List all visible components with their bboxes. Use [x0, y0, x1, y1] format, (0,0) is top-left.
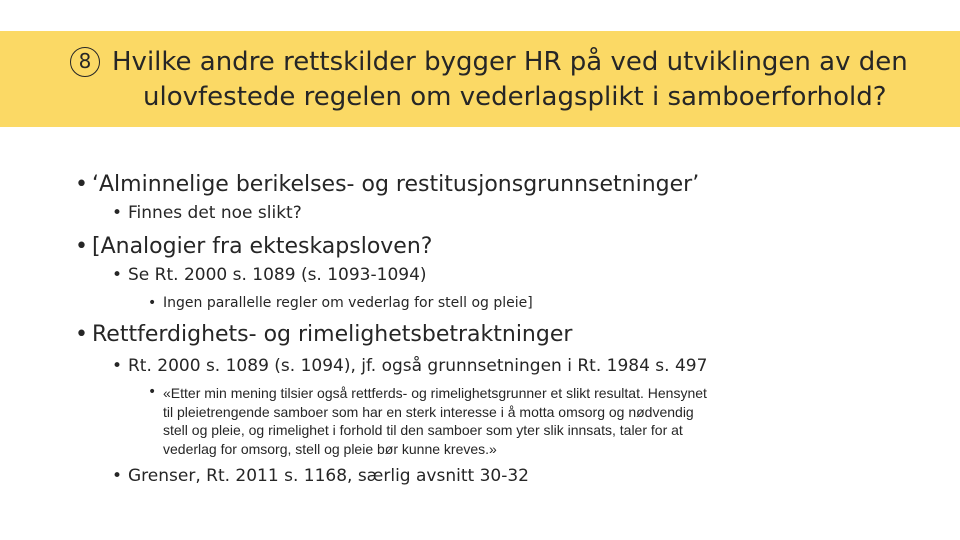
bullet-dot: •: [75, 322, 88, 347]
title-number-circle: 8: [70, 47, 100, 77]
court-quote: [163, 384, 903, 458]
bullet-item-5: [148, 295, 533, 312]
bullet-dot: •: [75, 172, 88, 197]
bullet-item-6: [75, 322, 573, 348]
bullet-text: Grenser, Rt. 2011 s. 1168, særlig avsnitt 30-32: [128, 466, 529, 486]
bullet-item-1: [75, 172, 700, 198]
bullet-item-2: [112, 203, 302, 224]
bullet-text: Ingen parallelle regler om vederlag for stell og pleie]: [163, 295, 533, 311]
bullet-text: Finnes det noe slikt?: [128, 203, 302, 223]
bullet-text: Rettferdighets- og rimelighetsbetraktninger: [92, 322, 573, 347]
bullet-text: Se Rt. 2000 s. 1089 (s. 1093-1094): [128, 265, 427, 285]
quote-line-4: vederlag for omsorg, stell og pleie bør kunne kreves.»: [163, 440, 497, 457]
quote-line-1: «Etter min mening tilsier også rettferds- og rimelighetsgrunner et slikt resultat. Hensynet: [163, 385, 707, 401]
bullet-text: [Analogier fra ekteskapsloven?: [92, 234, 433, 259]
bullet-dot: •: [112, 466, 123, 486]
quote-line-2: til pleietrengende samboer som har en sterk interesse i å motta omsorg og nødvendig: [163, 403, 694, 420]
bullet-text: ‘Alminnelige berikelses- og restitusjonsgrunnsetninger’: [92, 172, 700, 197]
bullet-dot: •: [148, 384, 157, 400]
bullet-dot: •: [112, 356, 123, 376]
bullet-item-3: [75, 234, 433, 260]
title-text-line-1: Hvilke andre rettskilder bygger HR på ved utviklingen av den: [112, 47, 908, 77]
bullet-text: Rt. 2000 s. 1089 (s. 1094), jf. også grunnsetningen i Rt. 1984 s. 497: [128, 356, 708, 376]
bullet-item-8: [112, 466, 529, 487]
bullet-dot: •: [112, 265, 123, 285]
bullet-dot: •: [148, 295, 157, 311]
quote-line-3: stell og pleie, og rimelighet i forhold til den samboer som yter slik innsats, taler for at: [163, 422, 683, 438]
bullet-dot: •: [75, 234, 88, 259]
title-text-line-2: ulovfestede regelen om vederlagsplikt i samboerforhold?: [143, 82, 887, 112]
bullet-item-7: [112, 356, 708, 377]
bullet-dot: •: [112, 203, 123, 223]
bullet-item-4: [112, 265, 427, 286]
